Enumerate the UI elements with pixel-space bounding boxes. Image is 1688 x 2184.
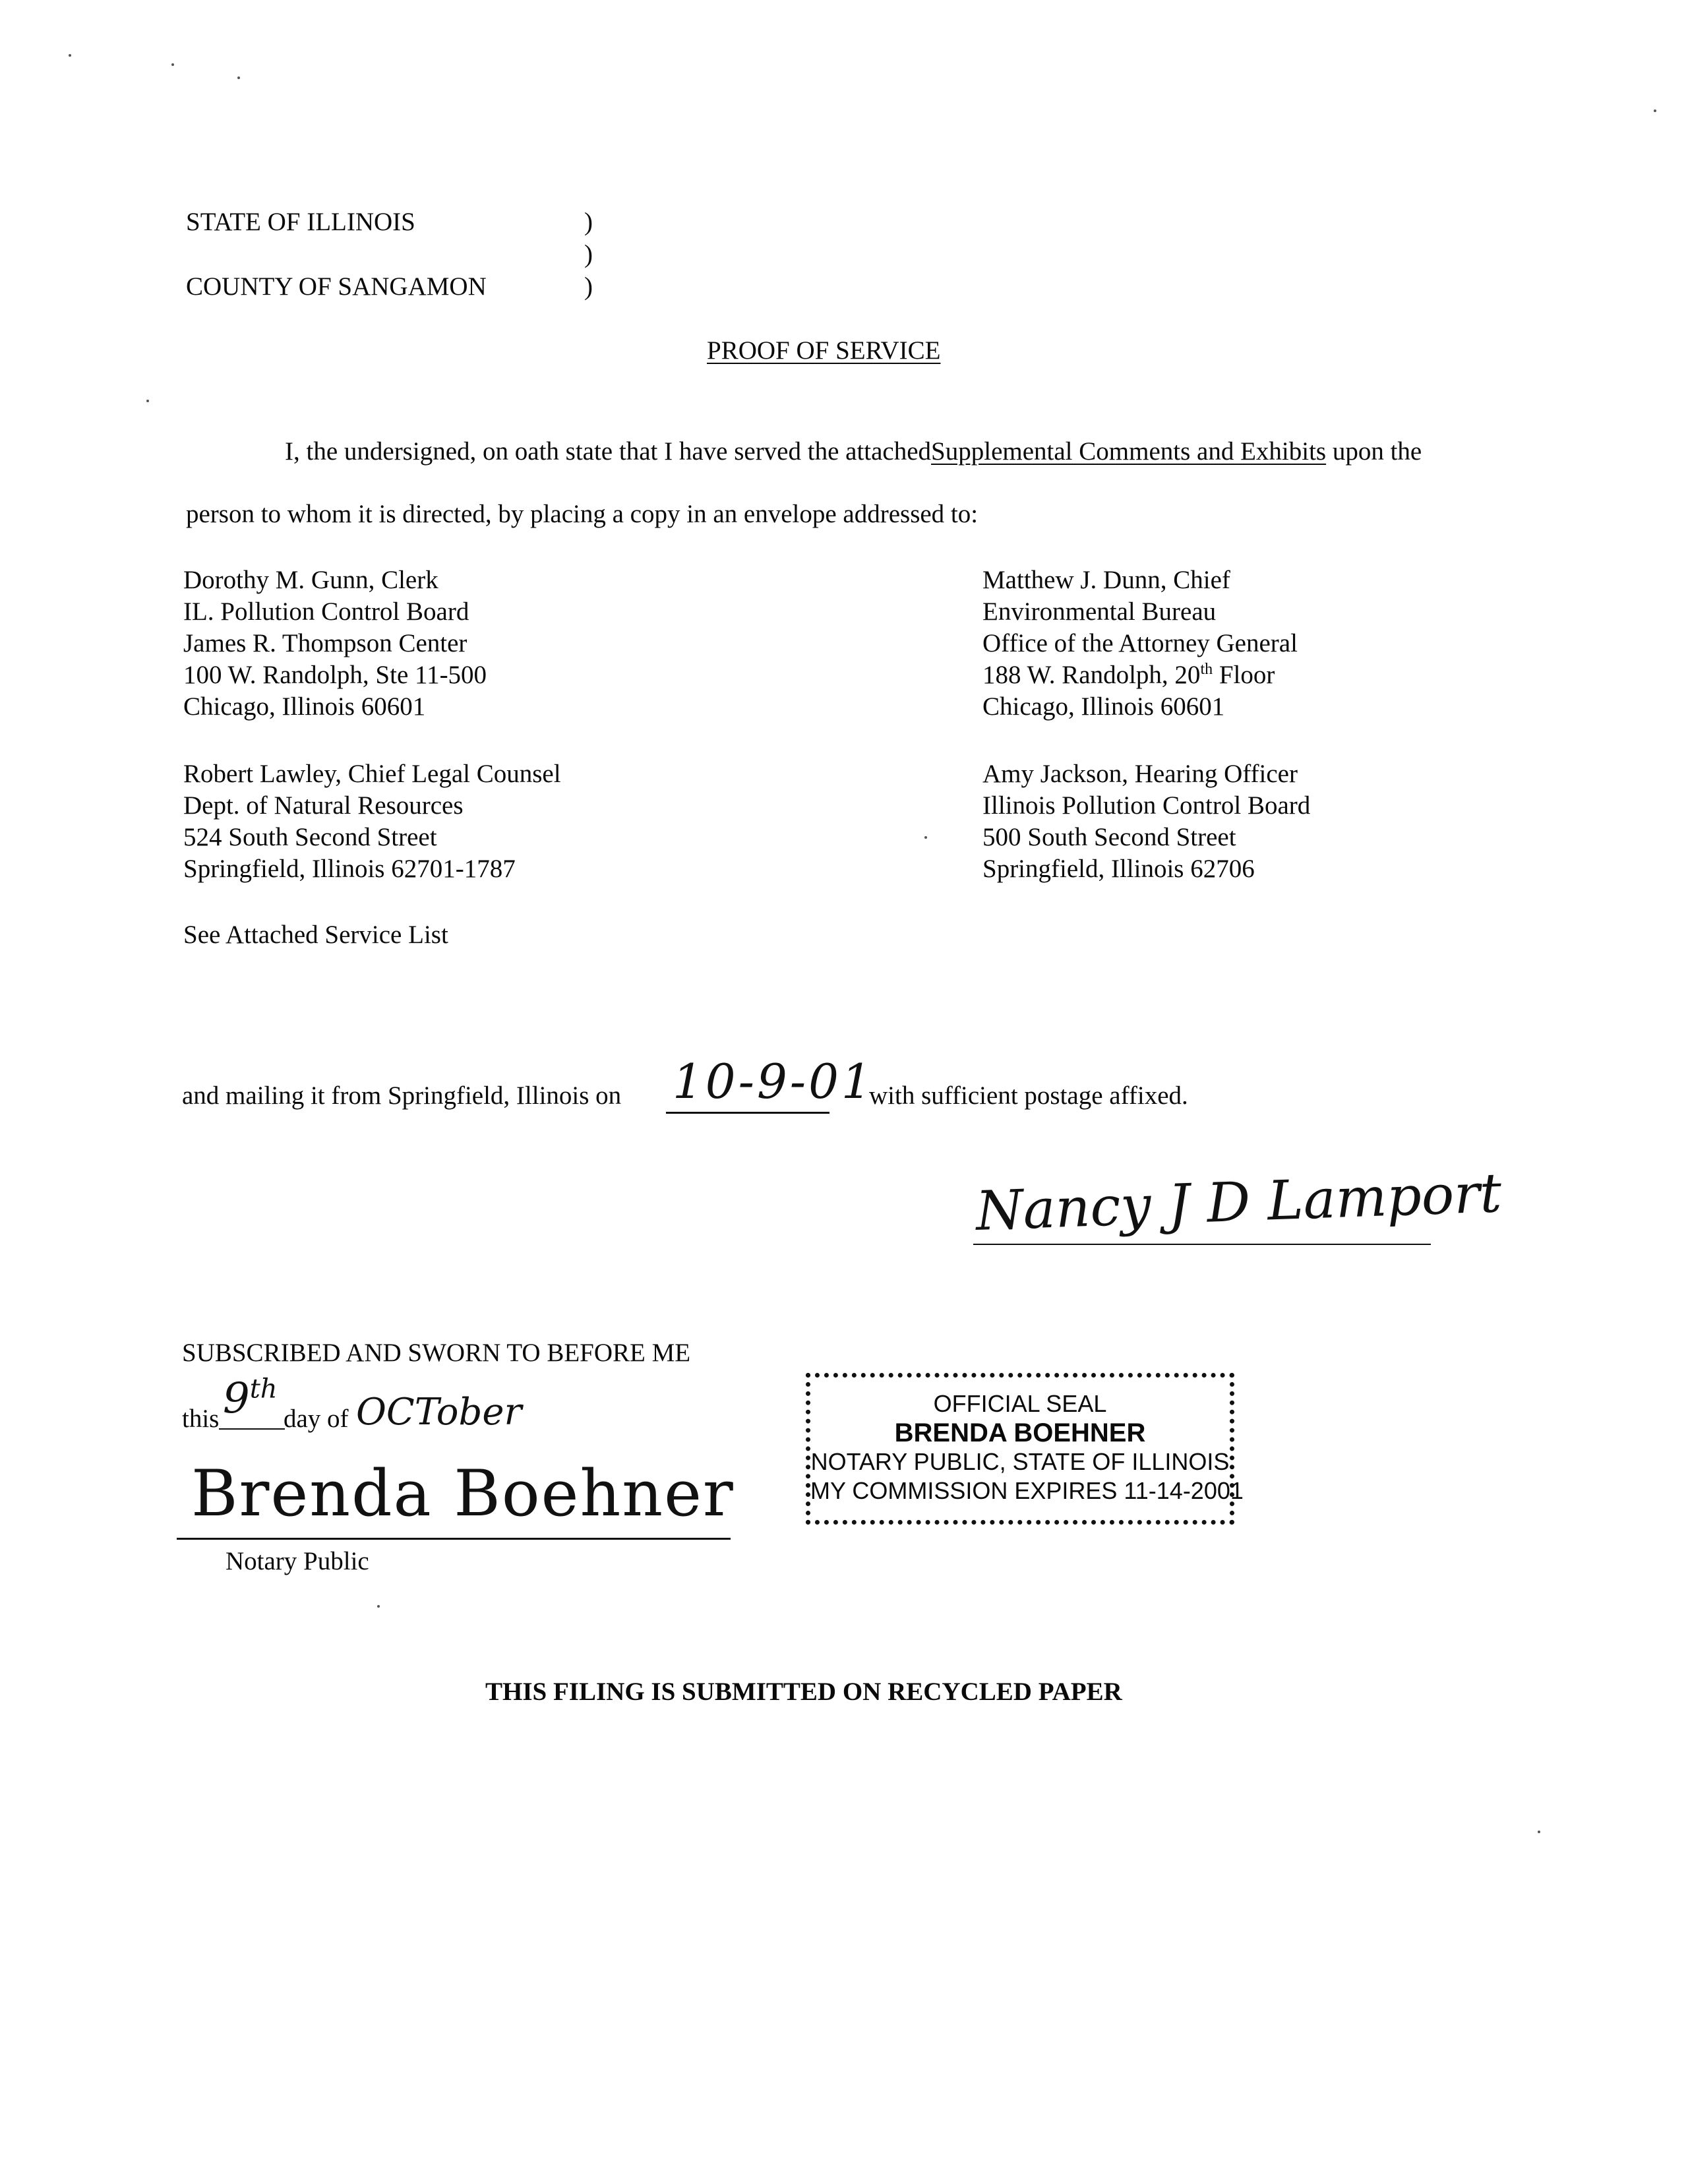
intro-line-1 bbox=[285, 436, 1422, 468]
scan-speck bbox=[69, 54, 71, 57]
server-signature: Nancy J D Lamport bbox=[975, 1162, 1503, 1243]
scan-speck bbox=[171, 63, 174, 66]
caption-paren-3: ) bbox=[584, 272, 593, 301]
address-line: Chicago, Illinois 60601 bbox=[982, 692, 1225, 721]
seal-line-state: NOTARY PUBLIC, STATE OF ILLINOIS bbox=[810, 1448, 1230, 1475]
address-line: Springfield, Illinois 62706 bbox=[982, 855, 1255, 883]
seal-line-expires: MY COMMISSION EXPIRES 11-14-2001 bbox=[810, 1477, 1244, 1504]
jurat-heading: SUBSCRIBED AND SWORN TO BEFORE ME bbox=[182, 1339, 691, 1367]
address-line: IL. Pollution Control Board bbox=[183, 597, 469, 626]
mailing-prefix: and mailing it from Springfield, Illinois on bbox=[182, 1081, 622, 1110]
seal-line-official: OFFICIAL SEAL bbox=[933, 1390, 1107, 1417]
recycled-paper-notice: THIS FILING IS SUBMITTED ON RECYCLED PAPER bbox=[485, 1678, 1122, 1706]
intro-prefix: I, the undersigned, on oath state that I have served the attached bbox=[285, 437, 932, 466]
address-line: Dept. of Natural Resources bbox=[183, 791, 464, 820]
scan-speck bbox=[146, 400, 149, 402]
caption-county: COUNTY OF SANGAMON bbox=[186, 272, 487, 301]
document-title: PROOF OF SERVICE bbox=[707, 336, 941, 365]
jurat-day-of: day of bbox=[284, 1405, 349, 1433]
scan-speck bbox=[377, 1605, 380, 1608]
notary-seal bbox=[806, 1373, 1244, 1525]
scan-speck bbox=[1538, 1831, 1540, 1833]
addressee-natural-resources bbox=[183, 758, 561, 885]
addressee-hearing-officer bbox=[982, 758, 1310, 885]
address-line: James R. Thompson Center bbox=[183, 629, 467, 657]
address-line: Environmental Bureau bbox=[982, 597, 1217, 626]
address-line: Matthew J. Dunn, Chief bbox=[982, 566, 1230, 594]
address-line: Amy Jackson, Hearing Officer bbox=[982, 760, 1298, 788]
caption-paren-2: ) bbox=[584, 240, 593, 268]
address-line: Robert Lawley, Chief Legal Counsel bbox=[183, 760, 561, 788]
server-signature-underline bbox=[973, 1244, 1431, 1245]
address-line: 524 South Second Street bbox=[183, 823, 437, 851]
address-line: Springfield, Illinois 62701-1787 bbox=[183, 855, 516, 883]
address-line: 500 South Second Street bbox=[982, 823, 1236, 851]
addressee-attorney-general bbox=[982, 564, 1298, 723]
scan-speck bbox=[924, 836, 927, 839]
address-line: Dorothy M. Gunn, Clerk bbox=[183, 566, 438, 594]
date-underline bbox=[666, 1112, 829, 1114]
address-line-floor: 188 W. Randolph, 20th Floor bbox=[982, 661, 1275, 689]
scan-speck bbox=[237, 76, 240, 79]
seal-line-name: BRENDA BOEHNER bbox=[894, 1418, 1146, 1447]
scan-speck bbox=[1654, 109, 1656, 112]
intro-suffix: upon the bbox=[1332, 437, 1422, 466]
addressee-clerk bbox=[183, 564, 487, 723]
served-document-title: Supplemental Comments and Exhibits bbox=[931, 437, 1327, 466]
day-underline bbox=[219, 1428, 285, 1430]
address-line: Office of the Attorney General bbox=[982, 629, 1298, 657]
jurat-day-handwritten: 9th bbox=[223, 1374, 278, 1423]
address-line: Illinois Pollution Control Board bbox=[982, 791, 1311, 820]
intro-line-2: person to whom it is directed, by placing a copy in an envelope addressed to: bbox=[186, 500, 979, 528]
address-line: 100 W. Randolph, Ste 11-500 bbox=[183, 661, 487, 689]
see-attached-service-list: See Attached Service List bbox=[183, 921, 448, 949]
mailing-date-handwritten: 10-9-01 bbox=[673, 1054, 874, 1109]
mailing-suffix: with sufficient postage affixed. bbox=[869, 1081, 1188, 1110]
notary-signature: Brenda Boehner bbox=[191, 1457, 735, 1531]
notary-signature-line bbox=[177, 1538, 731, 1540]
caption-state: STATE OF ILLINOIS bbox=[186, 208, 415, 236]
caption-paren-1: ) bbox=[584, 208, 593, 236]
notary-public-label: Notary Public bbox=[226, 1547, 369, 1575]
address-line: Chicago, Illinois 60601 bbox=[183, 692, 426, 721]
jurat-this: this bbox=[182, 1405, 220, 1433]
jurat-month-handwritten: OCTober bbox=[356, 1391, 522, 1434]
